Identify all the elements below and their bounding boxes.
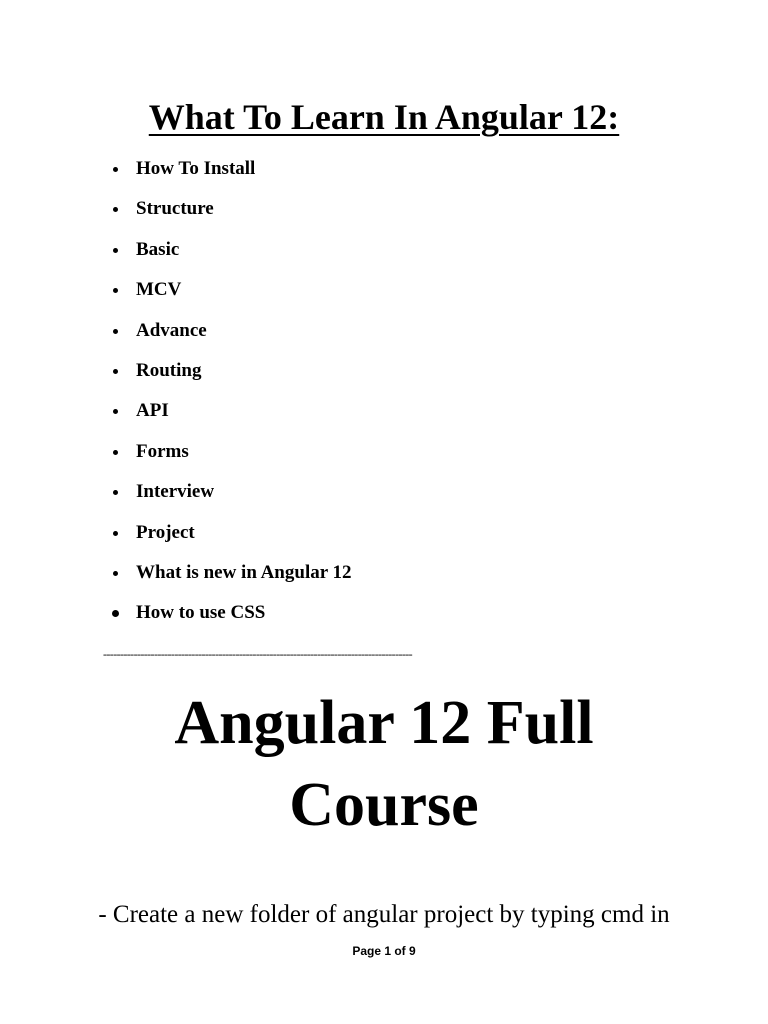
list-item-label: Forms — [136, 440, 189, 462]
list-item — [0, 553, 352, 593]
list-item — [0, 472, 352, 512]
list-item-label: API — [136, 400, 169, 422]
bullet-icon — [113, 207, 118, 212]
bullet-icon — [113, 450, 118, 455]
list-item — [0, 391, 352, 431]
list-item-label: Basic — [136, 238, 180, 260]
bullet-icon — [113, 490, 118, 495]
list-item-label: How to use CSS — [136, 602, 266, 624]
list-item — [0, 270, 352, 310]
list-item — [0, 230, 352, 270]
body-paragraph: - Create a new folder of angular project by typing cmd in — [98, 901, 670, 928]
list-item — [0, 351, 352, 391]
list-item — [0, 189, 352, 229]
list-item — [0, 593, 352, 633]
list-item — [0, 311, 352, 351]
list-item-label: MCV — [136, 279, 182, 301]
section-heading: What To Learn In Angular 12: — [148, 97, 620, 137]
list-item-label: Interview — [136, 481, 215, 503]
bullet-icon — [113, 531, 118, 536]
bullet-icon — [113, 409, 118, 414]
list-item-label: Advance — [136, 319, 207, 341]
course-title — [0, 682, 768, 846]
list-item-label: Routing — [136, 359, 202, 381]
topic-list — [0, 149, 352, 634]
course-title-line-2: Course — [289, 771, 479, 839]
bullet-icon — [113, 571, 118, 576]
bullet-icon — [113, 329, 118, 334]
dashed-divider: ------------------------------------------------------------------------------------------- — [103, 647, 413, 661]
list-item — [0, 149, 352, 189]
list-item-label: Project — [136, 521, 195, 543]
list-item — [0, 513, 352, 553]
list-item-label: What is new in Angular 12 — [136, 561, 352, 583]
bullet-icon — [112, 610, 119, 617]
bullet-icon — [113, 369, 118, 374]
list-item — [0, 432, 352, 472]
list-item-label: How To Install — [136, 158, 256, 179]
list-item-label: Structure — [136, 198, 214, 220]
bullet-icon — [113, 248, 118, 253]
bullet-icon — [113, 288, 118, 293]
page-number: Page 1 of 9 — [352, 944, 416, 958]
course-title-line-1: Angular 12 Full — [174, 689, 594, 757]
bullet-icon — [113, 167, 118, 172]
